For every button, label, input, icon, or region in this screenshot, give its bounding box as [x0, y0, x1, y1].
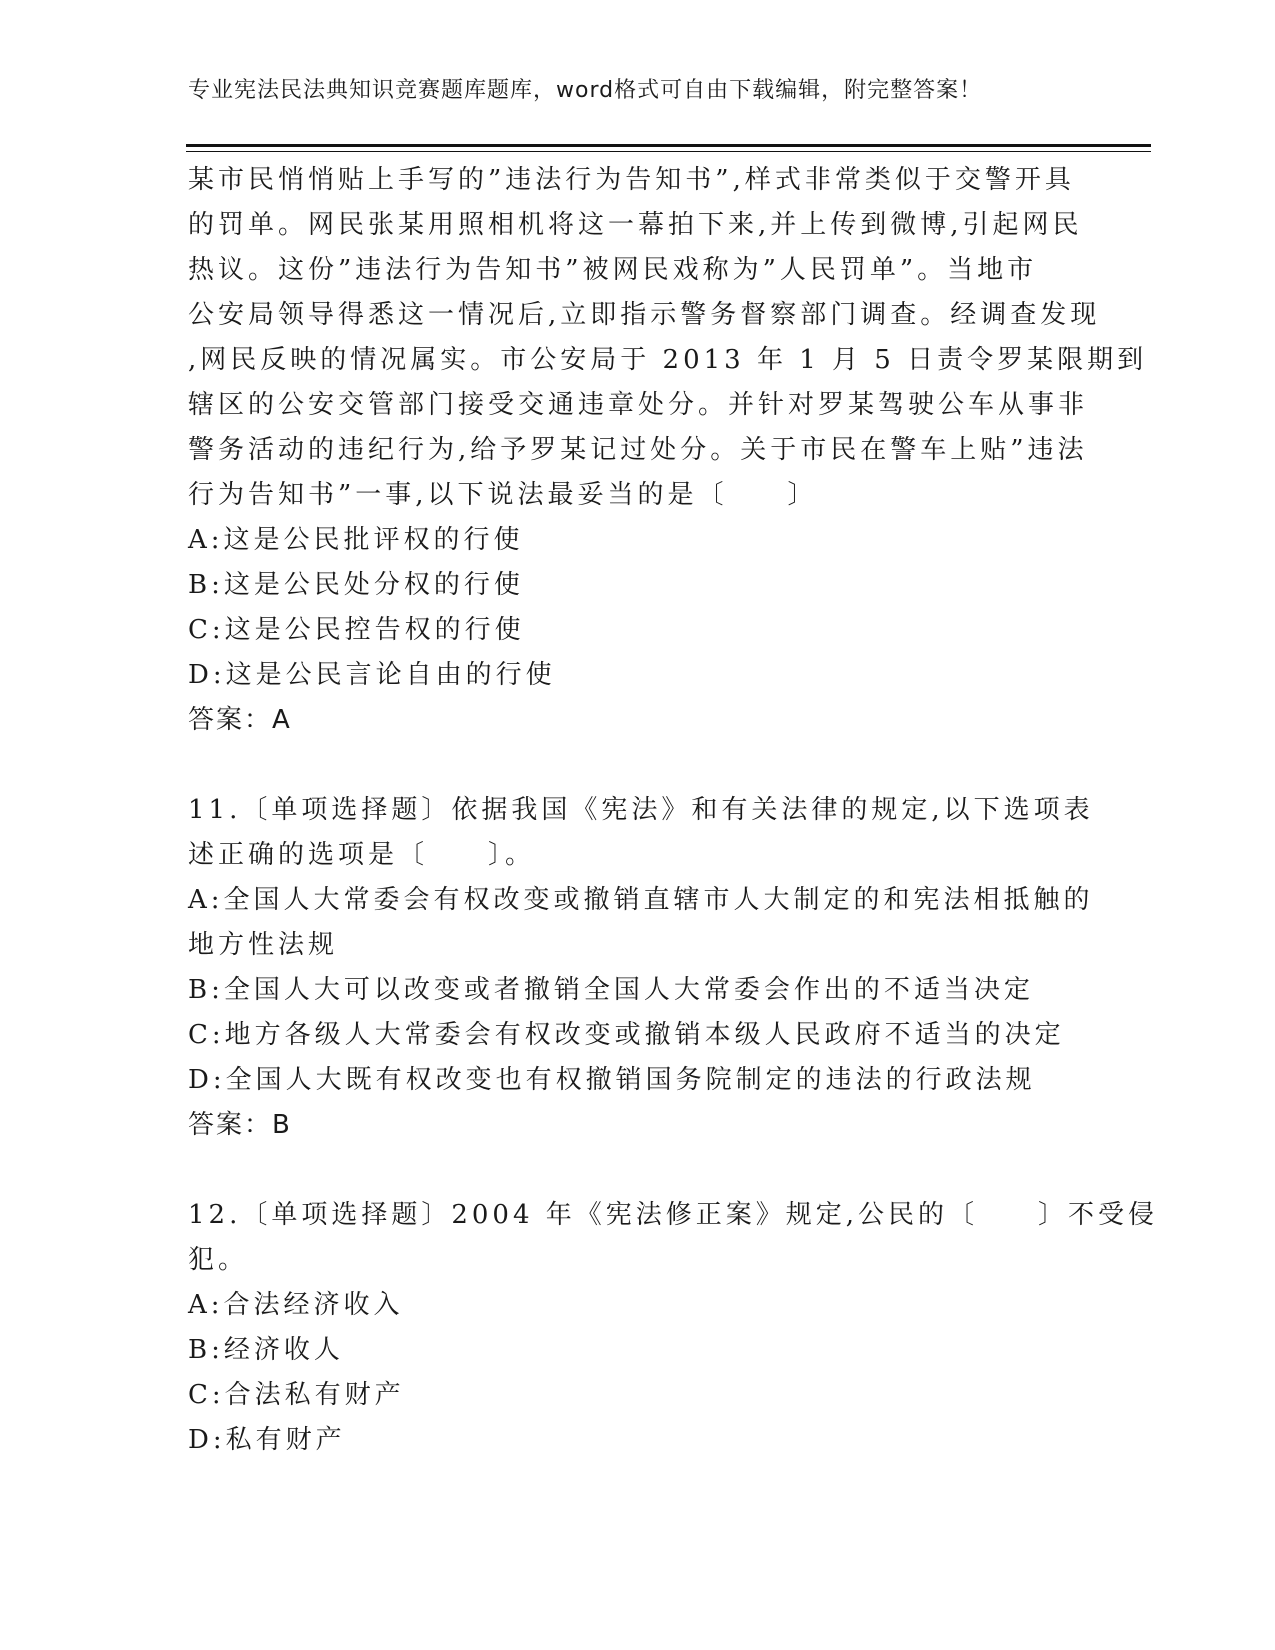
- question-stem-line: 热议。这份”违法行为告知书”被网民戏称为”人民罚单”。当地市: [188, 255, 1038, 285]
- option-d: D:私有财产: [188, 1425, 346, 1455]
- option-d: D:这是公民言论自由的行使: [188, 660, 556, 690]
- question-stem-line: 11.〔单项选择题〕依据我国《宪法》和有关法律的规定,以下选项表: [188, 795, 1094, 825]
- question-10: [188, 158, 1148, 743]
- spacer: [188, 743, 1088, 788]
- answer-line: 答案：B: [188, 1110, 292, 1140]
- question-stem-line: 行为告知书”一事,以下说法最妥当的是〔 〕: [188, 480, 818, 510]
- option-a-continued: 地方性法规: [188, 930, 339, 960]
- option-a: A:全国人大常委会有权改变或撤销直辖市人大制定的和宪法相抵触的: [188, 885, 1094, 915]
- option-a: A:这是公民批评权的行使: [188, 525, 524, 555]
- question-11: [188, 788, 1094, 1148]
- question-stem-line: 警务活动的违纪行为,给予罗某记过处分。关于市民在警车上贴”违法: [188, 435, 1088, 465]
- question-stem-line: 犯。: [188, 1245, 249, 1275]
- option-b: B:这是公民处分权的行使: [188, 570, 524, 600]
- question-stem-line: 述正确的选项是〔 〕。: [188, 840, 536, 870]
- option-c: C:合法私有财产: [188, 1380, 405, 1410]
- question-stem-line: 12.〔单项选择题〕2004 年《宪法修正案》规定,公民的〔 〕不受侵: [188, 1200, 1159, 1230]
- option-a: A:合法经济收入: [188, 1290, 404, 1320]
- header-rule-thin: [186, 151, 1151, 152]
- question-stem-line: 的罚单。网民张某用照相机将这一幕拍下来,并上传到微博,引起网民: [188, 210, 1083, 240]
- option-c: C:这是公民控告权的行使: [188, 615, 525, 645]
- question-stem-line: 某市民悄悄贴上手写的”违法行为告知书”,样式非常类似于交警开具: [188, 165, 1075, 195]
- header-rule-thick: [186, 144, 1151, 147]
- question-stem-line: 公安局领导得悉这一情况后,立即指示警务督察部门调查。经调查发现: [188, 300, 1101, 330]
- option-b: B:全国人大可以改变或者撤销全国人大常委会作出的不适当决定: [188, 975, 1034, 1005]
- option-c: C:地方各级人大常委会有权改变或撤销本级人民政府不适当的决定: [188, 1020, 1065, 1050]
- option-b: B:经济收人: [188, 1335, 344, 1365]
- document-body: [188, 158, 1159, 1463]
- page-header: 专业宪法民法典知识竞赛题库题库，word格式可自由下载编辑，附完整答案！: [188, 78, 983, 103]
- question-stem-line: ,网民反映的情况属实。市公安局于 2013 年 1 月 5 日责令罗某限期到: [188, 345, 1148, 375]
- question-12: [188, 1193, 1159, 1463]
- question-stem-line: 辖区的公安交管部门接受交通违章处分。并针对罗某驾驶公车从事非: [188, 390, 1089, 420]
- option-d: D:全国人大既有权改变也有权撤销国务院制定的违法的行政法规: [188, 1065, 1036, 1095]
- spacer: [188, 1148, 1088, 1193]
- answer-line: 答案：A: [188, 705, 292, 735]
